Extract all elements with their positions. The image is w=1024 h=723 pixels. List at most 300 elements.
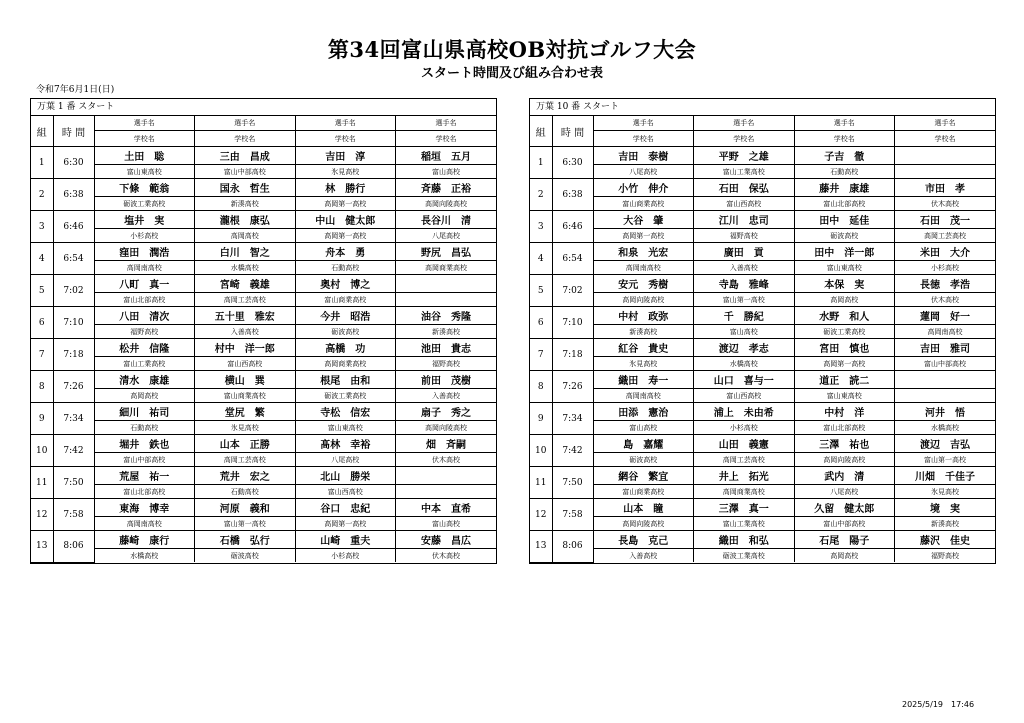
player-name: 中村 政弥 [593,307,694,325]
header-school-name: 学校名 [694,131,795,147]
player-name: 根尾 由和 [295,371,396,389]
player-name: 高橋 功 [295,339,396,357]
school-name: 八尾高校 [794,485,895,499]
player-name: 髙林 幸裕 [295,435,396,453]
player-name: 奥村 博之 [295,275,396,293]
group-number: 11 [530,467,552,499]
start-time: 7:10 [53,307,94,339]
school-name: 富山北部高校 [94,293,195,307]
player-name: 千 勝紀 [694,307,795,325]
player-name: 島 嘉耀 [593,435,694,453]
group-number: 8 [31,371,53,403]
player-name: 谷口 忠紀 [295,499,396,517]
group-row [31,371,496,389]
group-school-row [31,325,496,339]
school-name: 砺波工業高校 [794,325,895,339]
start-time: 7:42 [53,435,94,467]
start-time: 6:30 [53,147,94,179]
group-school-row [31,453,496,467]
player-name: 大谷 肇 [593,211,694,229]
school-name: 水橋高校 [694,357,795,371]
school-name: 氷見高校 [895,485,996,499]
player-name: 長島 克己 [593,531,694,549]
group-school-row [31,421,496,435]
school-name: 高岡商業高校 [396,261,497,275]
pairing-table [530,116,995,563]
group-school-row [530,517,995,531]
player-name: 八町 真一 [94,275,195,293]
start-time: 7:26 [552,371,593,403]
group-school-row [31,229,496,243]
player-name: 三澤 真一 [694,499,795,517]
school-name: 氷見高校 [295,165,396,179]
group-school-row [31,549,496,563]
school-name: 高岡工芸高校 [895,229,996,243]
player-name: 市田 孝 [895,179,996,197]
header-school-name: 学校名 [895,131,996,147]
school-name: 八尾高校 [593,165,694,179]
group-school-row [31,293,496,307]
group-list [530,147,995,563]
group-number: 11 [31,467,53,499]
group-school-row [31,389,496,403]
player-name: 山田 義憲 [694,435,795,453]
school-name: 高岡高校 [794,293,895,307]
group-row [530,403,995,421]
start-time: 7:58 [53,499,94,531]
school-name: 砺波高校 [794,229,895,243]
school-name: 富山高校 [593,421,694,435]
school-name: 富山北部高校 [94,485,195,499]
player-name: 井上 拓光 [694,467,795,485]
school-name: 富山工業高校 [694,165,795,179]
player-name: 田中 洋一郎 [794,243,895,261]
player-name: 山口 喜与一 [694,371,795,389]
player-name: 長谷川 清 [396,211,497,229]
group-school-row [530,325,995,339]
school-name: 富山第一高校 [195,517,296,531]
player-name [895,371,996,389]
group-school-row [31,517,496,531]
school-name: 富山北部高校 [794,197,895,211]
school-name: 高岡南高校 [94,261,195,275]
school-name: 高岡向陵高校 [593,293,694,307]
school-name: 新湊高校 [396,325,497,339]
player-name: 織田 寿一 [593,371,694,389]
group-school-row [530,165,995,179]
group-school-row [31,485,496,499]
group-number: 4 [31,243,53,275]
group-number: 10 [31,435,53,467]
school-name: 富山中部高校 [94,453,195,467]
start-time: 6:54 [53,243,94,275]
player-name: 石田 茂一 [895,211,996,229]
header-school-name: 学校名 [94,131,195,147]
school-name: 伏木高校 [895,293,996,307]
school-name: 富山西高校 [694,197,795,211]
school-name: 高岡高校 [94,389,195,403]
school-name: 砺波工業高校 [295,389,396,403]
school-name: 新湊高校 [593,325,694,339]
school-name: 富山東高校 [94,165,195,179]
school-name [895,165,996,179]
player-name: 前田 茂樹 [396,371,497,389]
group-list [31,147,496,563]
school-name: 高岡第一高校 [295,229,396,243]
player-name: 中本 直希 [396,499,497,517]
start-time: 7:02 [552,275,593,307]
player-name: 織田 和弘 [694,531,795,549]
group-row [31,275,496,293]
player-name: 清水 康雄 [94,371,195,389]
player-name: 五十里 雅宏 [195,307,296,325]
player-name: 吉田 泰樹 [593,147,694,165]
header-player-name: 選手名 [195,116,296,131]
group-number: 1 [530,147,552,179]
school-name: 富山西高校 [694,389,795,403]
school-name [396,485,497,499]
player-name: 松井 信隆 [94,339,195,357]
header-player-name: 選手名 [94,116,195,131]
school-name: 氷見高校 [195,421,296,435]
school-name: 入善高校 [694,261,795,275]
group-row [31,179,496,197]
header-player-name: 選手名 [295,116,396,131]
start-time: 7:50 [53,467,94,499]
group-row [31,339,496,357]
player-name: 村中 洋一郎 [195,339,296,357]
school-name: 高岡南高校 [895,325,996,339]
player-name: 荒井 宏之 [195,467,296,485]
group-school-row [530,229,995,243]
header-school-name: 学校名 [794,131,895,147]
header-player-name: 選手名 [396,116,497,131]
school-name: 高岡商業高校 [295,357,396,371]
group-row [31,147,496,165]
school-name: 石動高校 [295,261,396,275]
start-time: 6:30 [552,147,593,179]
player-name: 石橋 弘行 [195,531,296,549]
school-name: 八尾高校 [295,453,396,467]
group-number: 9 [530,403,552,435]
school-name: 砺波高校 [195,549,296,563]
group-row [530,435,995,453]
header-school-name: 学校名 [295,131,396,147]
player-name: 東海 博幸 [94,499,195,517]
group-number: 3 [31,211,53,243]
player-name: 寺島 雅峰 [694,275,795,293]
school-name [895,389,996,403]
school-name: 高岡向陵高校 [396,197,497,211]
school-name: 富山第一高校 [694,293,795,307]
pairing-table [31,116,496,563]
player-name: 田中 延佳 [794,211,895,229]
player-name: 本保 実 [794,275,895,293]
player-name: 和泉 光宏 [593,243,694,261]
school-name: 富山第一高校 [895,453,996,467]
player-name: 久留 健太郎 [794,499,895,517]
player-name: 中山 健太郎 [295,211,396,229]
header-player-name: 選手名 [593,116,694,131]
group-number: 12 [31,499,53,531]
group-school-row [530,389,995,403]
player-name: 林 勝行 [295,179,396,197]
player-name: 藤沢 佳史 [895,531,996,549]
group-row [31,499,496,517]
school-name: 高岡向陵高校 [794,453,895,467]
header-player-name: 選手名 [794,116,895,131]
school-name: 砺波高校 [295,325,396,339]
school-name: 富山高校 [694,325,795,339]
school-name: 石動高校 [195,485,296,499]
group-number: 2 [31,179,53,211]
group-row [530,371,995,389]
group-number: 6 [530,307,552,339]
school-name: 石動高校 [794,165,895,179]
event-date: 令和7年6月1日(日) [36,85,115,95]
group-number: 4 [530,243,552,275]
group-school-row [530,197,995,211]
start-time: 7:18 [53,339,94,371]
start-block-10 [529,98,996,564]
school-name: 小杉高校 [694,421,795,435]
group-row [530,467,995,485]
start-time: 6:38 [552,179,593,211]
header-jikan: 時 間 [53,116,94,147]
group-number: 5 [31,275,53,307]
player-name: 堂尻 繁 [195,403,296,421]
school-name: 福野高校 [396,357,497,371]
school-name: 富山商業高校 [593,197,694,211]
group-row [530,147,995,165]
group-number: 3 [530,211,552,243]
start-time: 7:58 [552,499,593,531]
start-time: 8:06 [552,531,593,563]
player-name: 土田 聡 [94,147,195,165]
player-name: 北山 勝栄 [295,467,396,485]
school-name: 小杉高校 [94,229,195,243]
school-name: 富山商業高校 [195,389,296,403]
group-row [530,275,995,293]
player-name: 荒屋 祐一 [94,467,195,485]
group-school-row [31,261,496,275]
player-name: 安藤 昌広 [396,531,497,549]
player-name: 今井 昭浩 [295,307,396,325]
player-name: 野尻 昌弘 [396,243,497,261]
school-name: 伏木高校 [396,453,497,467]
header-jikan: 時 間 [552,116,593,147]
school-name: 富山東高校 [794,261,895,275]
school-name: 新湊高校 [895,517,996,531]
start-time: 7:42 [552,435,593,467]
school-name: 高岡第一高校 [295,197,396,211]
player-name: 浦上 未由希 [694,403,795,421]
player-name: 吉田 淳 [295,147,396,165]
group-number: 13 [31,531,53,563]
player-name: 扇子 秀之 [396,403,497,421]
group-row [530,531,995,549]
group-row [31,211,496,229]
school-name: 水橋高校 [195,261,296,275]
group-school-row [530,485,995,499]
block-title: 万葉 10 番 スタート [530,99,995,116]
header-school-name: 学校名 [396,131,497,147]
player-name: 寺松 信宏 [295,403,396,421]
player-name: 宮崎 義雄 [195,275,296,293]
school-name: 水橋高校 [94,549,195,563]
group-number: 7 [31,339,53,371]
player-name: 細川 祐司 [94,403,195,421]
player-name: 紅谷 貴史 [593,339,694,357]
school-name: 福野高校 [895,549,996,563]
school-name: 高岡向陵高校 [593,517,694,531]
player-name: 廣田 貢 [694,243,795,261]
player-name: 瀧根 康弘 [195,211,296,229]
school-name: 砺波工業高校 [694,549,795,563]
player-name: 石尾 陽子 [794,531,895,549]
player-name: 道正 読二 [794,371,895,389]
player-name: 国永 哲生 [195,179,296,197]
school-name: 高岡第一高校 [794,357,895,371]
group-school-row [530,549,995,563]
group-school-row [530,453,995,467]
school-name: 小杉高校 [895,261,996,275]
group-number: 10 [530,435,552,467]
start-time: 7:34 [53,403,94,435]
player-name: 八田 清次 [94,307,195,325]
school-name: 高岡高校 [794,549,895,563]
player-name: 渡辺 吉弘 [895,435,996,453]
player-name: 下條 範翁 [94,179,195,197]
school-name: 入善高校 [593,549,694,563]
player-name: 斉藤 正裕 [396,179,497,197]
player-name: 水野 和人 [794,307,895,325]
school-name: 富山東高校 [295,421,396,435]
player-name: 境 実 [895,499,996,517]
school-name: 高岡南高校 [593,389,694,403]
header-school-name: 学校名 [593,131,694,147]
player-name: 小竹 伸介 [593,179,694,197]
school-name: 高岡向陵高校 [396,421,497,435]
group-row [31,435,496,453]
group-school-row [530,261,995,275]
group-row [31,307,496,325]
group-row [530,211,995,229]
player-name: 川畑 千佳子 [895,467,996,485]
player-name: 三由 昌成 [195,147,296,165]
player-name: 藤崎 康行 [94,531,195,549]
player-name: 河井 悟 [895,403,996,421]
school-name: 氷見高校 [593,357,694,371]
player-name: 平野 之雄 [694,147,795,165]
header-player-name: 選手名 [895,116,996,131]
school-name: 八尾高校 [396,229,497,243]
group-school-row [31,357,496,371]
school-name: 富山東高校 [794,389,895,403]
start-time: 7:26 [53,371,94,403]
player-name [396,467,497,485]
header-player-name: 選手名 [694,116,795,131]
player-name: 子吉 徹 [794,147,895,165]
group-school-row [530,421,995,435]
player-name: 稲垣 五月 [396,147,497,165]
start-time: 6:46 [53,211,94,243]
school-name: 富山工業高校 [694,517,795,531]
school-name: 高岡第一高校 [593,229,694,243]
group-number: 1 [31,147,53,179]
start-block-1 [30,98,497,564]
group-row [530,499,995,517]
school-name: 高岡工芸高校 [195,453,296,467]
player-name: 畑 斉嗣 [396,435,497,453]
school-name: 富山工業高校 [94,357,195,371]
school-name: 富山西高校 [295,485,396,499]
school-name: 小杉高校 [295,549,396,563]
player-name: 三澤 祐也 [794,435,895,453]
start-time: 6:38 [53,179,94,211]
school-name: 富山商業高校 [593,485,694,499]
school-name: 水橋高校 [895,421,996,435]
player-name: 渡辺 孝志 [694,339,795,357]
start-time: 7:50 [552,467,593,499]
school-name [396,293,497,307]
school-name: 高岡工芸高校 [694,453,795,467]
school-name: 富山商業高校 [295,293,396,307]
player-name: 舟本 勇 [295,243,396,261]
group-school-row [530,293,995,307]
player-name: 石田 保弘 [694,179,795,197]
player-name: 横山 巽 [195,371,296,389]
player-name: 油谷 秀隆 [396,307,497,325]
player-name: 塩井 実 [94,211,195,229]
school-name: 高岡高校 [195,229,296,243]
group-number: 5 [530,275,552,307]
player-name: 白川 智之 [195,243,296,261]
school-name: 入善高校 [396,389,497,403]
header-kumi: 組 [530,116,552,147]
player-name: 河原 義和 [195,499,296,517]
school-name: 伏木高校 [895,197,996,211]
school-name: 新湊高校 [195,197,296,211]
player-name: 藤井 康雄 [794,179,895,197]
player-name: 長徳 孝浩 [895,275,996,293]
school-name: 砺波工業高校 [94,197,195,211]
player-name: 宮田 慎也 [794,339,895,357]
school-name: 富山中部高校 [794,517,895,531]
school-name: 入善高校 [195,325,296,339]
block-title: 万葉 1 番 スタート [31,99,496,116]
group-number: 13 [530,531,552,563]
start-time: 8:06 [53,531,94,563]
start-time: 6:46 [552,211,593,243]
group-row [530,307,995,325]
school-name: 富山高校 [396,517,497,531]
player-name: 吉田 雅司 [895,339,996,357]
player-name: 窪田 潤浩 [94,243,195,261]
player-name: 蓮岡 好一 [895,307,996,325]
start-time: 7:02 [53,275,94,307]
player-name: 池田 貴志 [396,339,497,357]
player-name [895,147,996,165]
group-number: 8 [530,371,552,403]
start-time: 7:10 [552,307,593,339]
page-subtitle: スタート時間及び組み合わせ表 [420,66,603,81]
group-row [530,339,995,357]
group-number: 2 [530,179,552,211]
header-school-name: 学校名 [195,131,296,147]
player-name: 中村 洋 [794,403,895,421]
group-number: 6 [31,307,53,339]
